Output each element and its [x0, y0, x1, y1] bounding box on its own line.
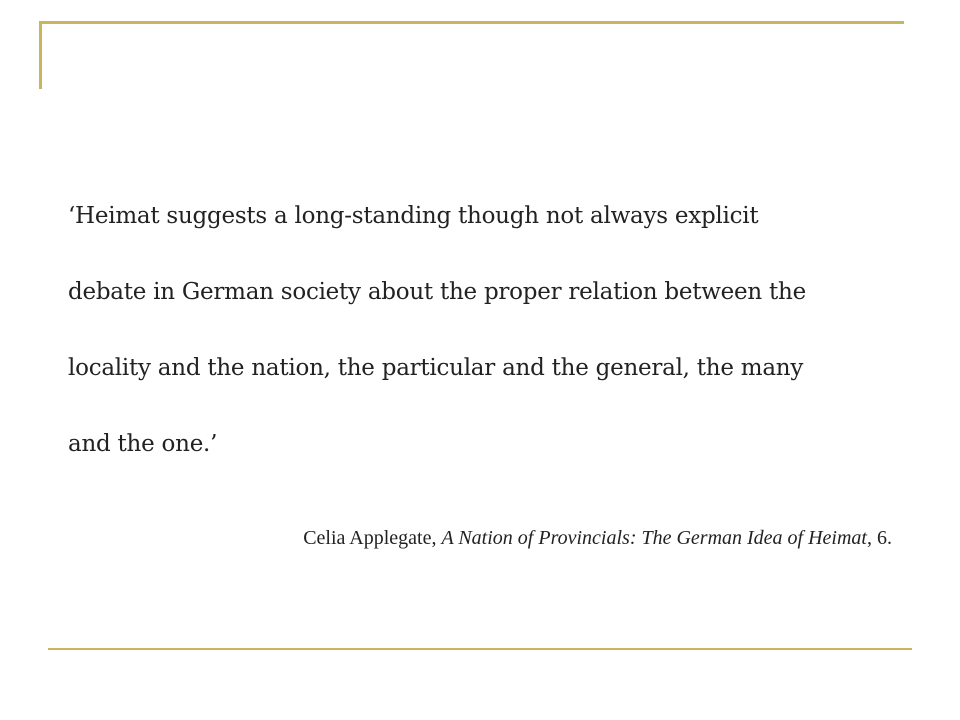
quote-line: ‘Heimat suggests a long-standing though not always explicit	[68, 203, 759, 229]
citation-title: A Nation of Provincials: The German Idea of Heimat	[441, 527, 867, 549]
quote-line: and the one.’	[68, 431, 218, 457]
citation	[303, 524, 892, 552]
top-rule	[40, 21, 904, 24]
citation-page: , 6.	[867, 527, 892, 549]
quote-line: locality and the nation, the particular and the general, the many	[68, 355, 804, 381]
left-rule	[39, 21, 42, 89]
citation-author: Celia Applegate,	[303, 527, 442, 549]
bottom-rule	[48, 648, 912, 650]
quote-text	[68, 178, 908, 482]
quote-line: debate in German society about the proper relation between the	[68, 279, 806, 305]
